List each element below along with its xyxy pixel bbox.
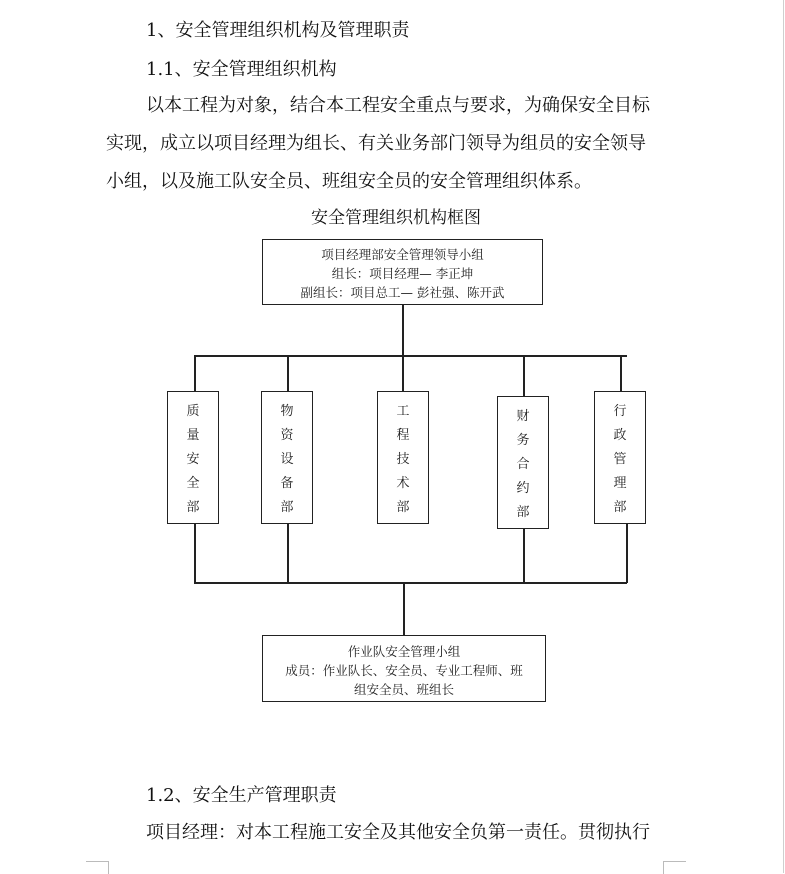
chart-title: 安全管理组织机构框图	[311, 208, 481, 228]
paragraph-2-line-1: 项目经理：对本工程施工安全及其他安全负第一责任。贯彻执行	[146, 822, 650, 843]
paragraph-line-1: 以本工程为对象，结合本工程安全重点与要求，为确保安全目标	[146, 95, 650, 116]
dept-char: 工	[396, 404, 410, 419]
corner-mark-left	[86, 861, 109, 874]
leadership-group-box	[262, 239, 543, 305]
dept-char: 资	[280, 428, 294, 443]
heading-1-2: 1.2、安全生产管理职责	[146, 785, 337, 806]
dept-char: 部	[516, 505, 530, 520]
dept-char: 理	[613, 476, 627, 491]
connector-rise-2	[287, 522, 289, 583]
dept-char: 务	[516, 433, 530, 448]
dept-char: 行	[613, 404, 627, 419]
connector-rise-1	[194, 522, 196, 583]
dept-char: 部	[396, 500, 410, 515]
members-line-1: 成员：作业队长、安全员、专业工程师、班	[285, 663, 523, 678]
connector-top-horizontal	[194, 355, 627, 357]
connector-rise-4	[523, 527, 525, 583]
dept-char: 程	[396, 428, 410, 443]
work-team-title: 作业队安全管理小组	[347, 644, 461, 659]
dept-char: 部	[280, 500, 294, 515]
dept-char: 财	[516, 409, 530, 424]
connector-top-vertical	[402, 305, 404, 356]
connector-drop-3	[402, 355, 404, 392]
dept-quality-safety	[167, 391, 219, 524]
dept-char: 管	[613, 452, 627, 467]
leader-line: 组长：项目经理— 李正坤	[331, 266, 474, 281]
dept-char: 技	[396, 452, 410, 467]
dept-char: 物	[280, 404, 294, 419]
dept-char: 术	[396, 476, 410, 491]
dept-char: 备	[280, 476, 294, 491]
dept-char: 合	[516, 457, 530, 472]
dept-char: 设	[280, 452, 294, 467]
heading-1: 1、安全管理组织机构及管理职责	[146, 20, 410, 41]
members-line-2: 组安全员、班组长	[353, 682, 454, 697]
connector-drop-1	[194, 355, 196, 392]
dept-char: 质	[186, 404, 200, 419]
dept-char: 量	[186, 428, 200, 443]
paragraph-line-3: 小组，以及施工队安全员、班组安全员的安全管理组织体系。	[106, 171, 592, 192]
deputy-leader-line: 副组长：项目总工— 彭社强、陈开武	[300, 285, 505, 300]
connector-drop-4	[523, 355, 525, 397]
dept-administration	[594, 391, 646, 524]
paragraph-line-2: 实现，成立以项目经理为组长、有关业务部门领导为组员的安全领导	[106, 133, 646, 154]
work-team-safety-box	[262, 635, 546, 702]
connector-rise-5	[626, 522, 628, 583]
corner-mark-right	[663, 861, 686, 874]
connector-bottom-horizontal	[194, 582, 627, 584]
dept-engineering-technology	[377, 391, 429, 524]
dept-char: 约	[516, 481, 530, 496]
dept-char: 全	[186, 476, 200, 491]
leadership-group-title: 项目经理部安全管理领导小组	[321, 247, 484, 262]
dept-materials-equipment	[261, 391, 313, 524]
dept-char: 部	[613, 500, 627, 515]
dept-char: 安	[186, 452, 200, 467]
dept-char: 部	[186, 500, 200, 515]
dept-finance-contracts	[497, 396, 549, 529]
connector-drop-2	[287, 355, 289, 392]
connector-bottom-vertical	[403, 582, 405, 635]
dept-char: 政	[613, 428, 627, 443]
connector-drop-5	[620, 355, 622, 392]
heading-1-1: 1.1、安全管理组织机构	[146, 59, 337, 80]
